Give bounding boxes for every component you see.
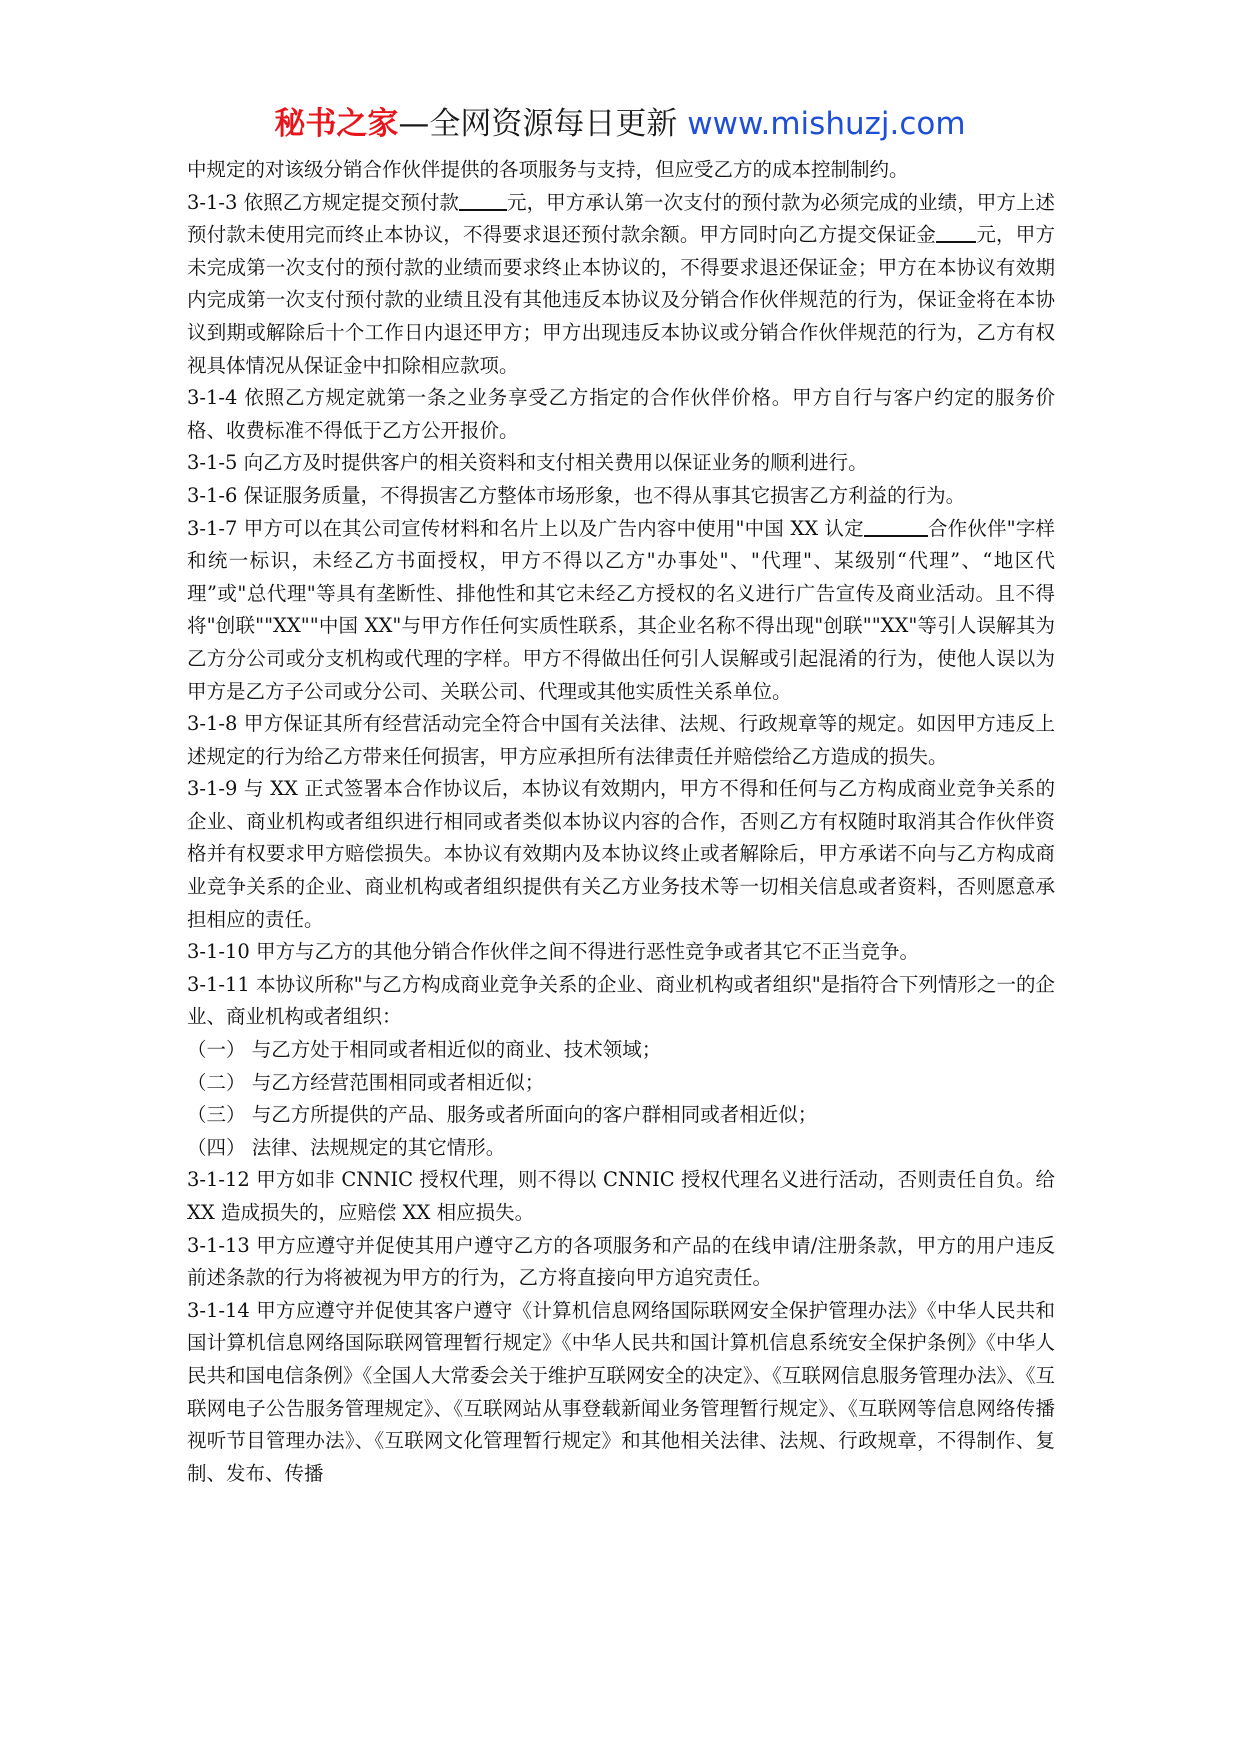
clause-3-1-5: 3-1-5 向乙方及时提供客户的相关资料和支付相关费用以保证业务的顺利进行。 [187,451,868,475]
clause-3-1-9: 3-1-9 与 XX 正式签署本合作协议后，本协议有效期内，甲方不得和任何与乙方构成商业竞争关系的企业、商业机构或者组织进行相同或者类似本协议内容的合作，否则乙方有权随时取消其合作伙伴资格并有权要求甲方赔偿损失。本协议有效期内及本协议终止或者解除后，甲方承诺不向与乙方构成商业竞争关系的企业、商业机构或者组织提供有关乙方业务技术等一切相关信息或者资料，否则愿意承担相应的责任。 [187,777,1055,931]
clause-3-1-6: 3-1-6 保证服务质量，不得损害乙方整体市场形象，也不得从事其它损害乙方利益的行为。 [187,483,966,507]
list-item: （一） 与乙方处于相同或者相近似的商业、技术领域； [187,1038,662,1062]
clause-3-1-11: 3-1-11 本协议所称"与乙方构成商业竞争关系的企业、商业机构或者组织"是指符合下列情形之一的企业、商业机构或者组织： [187,972,1055,1029]
site-banner [0,102,1240,146]
clause-3-1-4: 3-1-4 依照乙方规定就第一条之业务享受乙方指定的合作伙伴价格。甲方自行与客户约定的服务价格、收费标准不得低于乙方公开报价。 [187,386,1055,442]
clause-3-1-10: 3-1-10 甲方与乙方的其他分销合作伙伴之间不得进行恶性竞争或者其它不正当竞争。 [187,940,920,964]
clause-3-1-14: 3-1-14 甲方应遵守并促使其客户遵守《计算机信息网络国际联网安全保护管理办法》《中华人民共和国计算机信息网络国际联网管理暂行规定》《中华人民共和国计算机信息系统安全保护条例》《中华人民共和国电信条例》《全国人大常委会关于维护互联网安全的决定》、《互联网信息服务管理办法》、《互联网电子公告服务管理规定》、《互联网站从事登载新闻业务管理暂行规定》、《互联网等信息网络传播视听节目管理办法》、《互联网文化管理暂行规定》和其他相关法律、法规、行政规章，不得制作、复制、发布、传播 [187,1298,1055,1485]
document-body [187,154,1055,1490]
banner-brand: 秘书之家 [274,106,399,142]
clause-3-1-13: 3-1-13 甲方应遵守并促使其用户遵守乙方的各项服务和产品的在线申请/注册条款，甲方的用户违反前述条款的行为将被视为甲方的行为，乙方将直接向甲方追究责任。 [187,1233,1055,1290]
blank-certification-name [864,515,928,537]
banner-url-link[interactable]: www.mishuzj.com [687,106,966,142]
clause-3-1-8: 3-1-8 甲方保证其所有经营活动完全符合中国有关法律、法规、行政规章等的规定。如因甲方违反上述规定的行为给乙方带来任何损害，甲方应承担所有法律责任并赔偿给乙方造成的损失。 [187,712,1055,768]
list-item: （四） 法律、法规规定的其它情形。 [187,1135,506,1159]
clause-3-1-3: 3-1-3 依照乙方规定提交预付款 元，甲方承认第一次支付的预付款为必须完成的业绩，甲方上述预付款未使用完而终止本协议，不得要求退还预付款余额。甲方同时向乙方提交保证金 元，甲方未完成第一次支付的预付款的业绩而要求终止本协议的，不得要求退还保证金；甲方在本协议有效期内完成第一次支付预付款的业绩且没有其他违反本协议及分销合作伙伴规范的行为，保证金将在本协议到期或解除后十个工作日内退还甲方；甲方出现违反本协议或分销合作伙伴规范的行为，乙方有权视具体情况从保证金中扣除相应款项。 [187,190,1055,377]
clause-3-1-12: 3-1-12 甲方如非 CNNIC 授权代理，则不得以 CNNIC 授权代理名义进行活动，否则责任自负。给 XX 造成损失的，应赔偿 XX 相应损失。 [187,1168,1055,1224]
blank-prepayment-amount [459,189,507,211]
clause-3-1-7: 3-1-7 甲方可以在其公司宣传材料和名片上以及广告内容中使用"中国 XX 认定 合作伙伴"字样和统一标识，未经乙方书面授权，甲方不得以乙方"办事处"、"代理"、某级别“代理”、“地区代理”或"总代理"等具有垄断性、排他性和其它未经乙方授权的名义进行广告宣传及商业活动。且不得将"创联""XX""中国 XX"与甲方作任何实质性联系，其企业名称不得出现"创联""XX"等引人误解其为乙方分公司或分支机构或代理的字样。甲方不得做出任何引人误解或引起混淆的行为，使他人误以为甲方是乙方子公司或分公司、关联公司、代理或其他实质性关系单位。 [187,516,1055,703]
blank-deposit-amount [936,222,976,244]
list-item: （二） 与乙方经营范围相同或者相近似； [187,1070,545,1094]
list-item: （三） 与乙方所提供的产品、服务或者所面向的客户群相同或者相近似； [187,1103,818,1127]
paragraph: 中规定的对该级分销合作伙伴提供的各项服务与支持，但应受乙方的成本控制制约。 [187,158,909,181]
banner-slogan: —全网资源每日更新 [398,106,678,142]
